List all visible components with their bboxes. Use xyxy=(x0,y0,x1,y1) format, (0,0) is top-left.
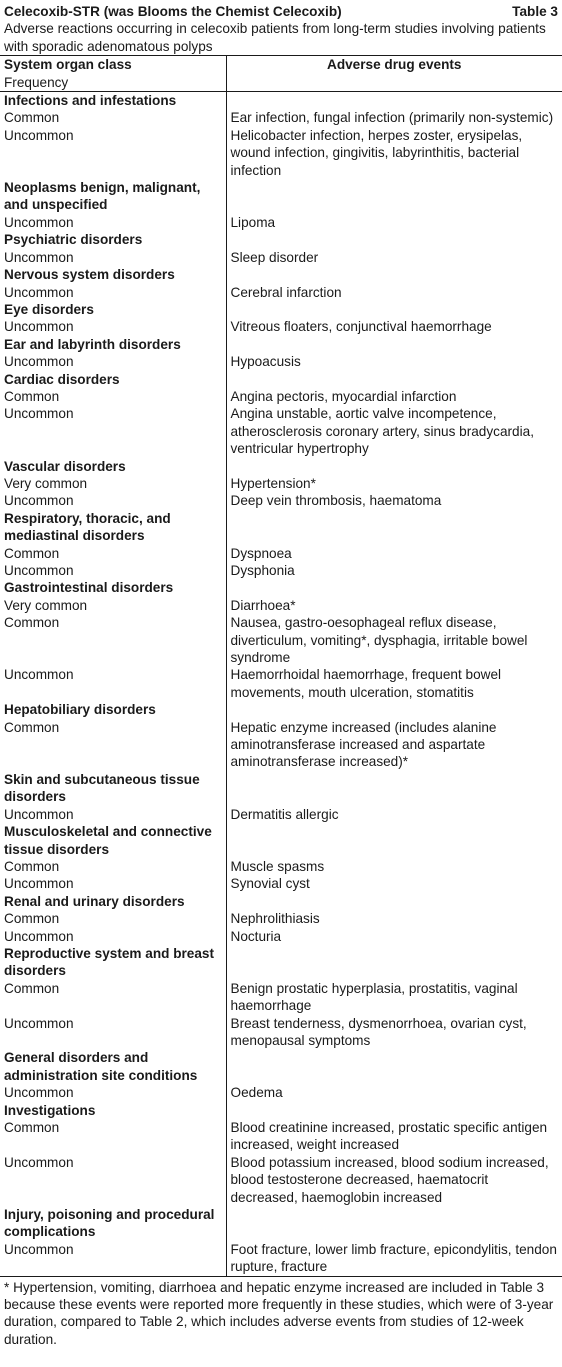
table-row xyxy=(0,545,562,562)
table-row xyxy=(0,910,562,927)
table-row xyxy=(0,109,562,126)
system-organ-class-cell: Psychiatric disorders xyxy=(0,231,226,248)
adverse-events-cell xyxy=(226,1102,562,1119)
table-row xyxy=(0,492,562,509)
adverse-events-cell: Oedema xyxy=(230,1085,283,1101)
frequency-cell: Common xyxy=(0,545,226,562)
adverse-events-cell: Nocturia xyxy=(230,928,282,944)
adverse-events-cell xyxy=(226,231,562,248)
adverse-events-cell: Hypoacusis xyxy=(230,354,301,370)
adverse-events-cell: Angina pectoris, myocardial infarction xyxy=(230,388,457,404)
adverse-events-cell: Benign prostatic hyperplasia, prostatitis, vaginal haemorrhage xyxy=(230,980,518,1014)
frequency-cell: Uncommon xyxy=(0,666,226,701)
adverse-events-cell: Lipoma xyxy=(230,214,276,230)
frequency-cell: Uncommon xyxy=(0,875,226,892)
frequency-cell: Uncommon xyxy=(0,249,226,266)
adverse-events-cell: Synovial cyst xyxy=(230,876,310,892)
adverse-events-cell xyxy=(226,266,562,283)
category-row xyxy=(0,579,562,596)
frequency-cell: Common xyxy=(0,1119,226,1154)
frequency-cell: Uncommon xyxy=(0,214,226,231)
table-header xyxy=(0,3,562,55)
adverse-events-cell: Nausea, gastro-oesophageal reflux disease, diverticulum, vomiting*, dysphagia, irritable bowel syndrome xyxy=(230,615,528,666)
adverse-events-cell xyxy=(226,1049,562,1084)
frequency-cell: Uncommon xyxy=(0,284,226,301)
adverse-events-cell: Angina unstable, aortic valve incompetence, atherosclerosis coronary artery, sinus bradycardia, ventricular hypertrophy xyxy=(230,406,534,457)
table-row xyxy=(0,388,562,405)
table-row xyxy=(0,666,562,701)
frequency-cell: Common xyxy=(0,614,226,666)
adverse-events-cell: Sleep disorder xyxy=(230,249,319,265)
adverse-events-cell: Ear infection, fungal infection (primarily non-systemic) xyxy=(230,110,554,126)
column-header-row xyxy=(0,56,562,92)
adverse-events-cell xyxy=(226,179,562,214)
category-row xyxy=(0,231,562,248)
category-row xyxy=(0,510,562,545)
title-row xyxy=(4,3,558,20)
frequency-cell: Very common xyxy=(0,597,226,614)
category-row xyxy=(0,1206,562,1241)
adverse-events-cell: Muscle spasms xyxy=(230,858,325,874)
frequency-cell: Uncommon xyxy=(0,318,226,335)
adverse-events-cell: Dyspnoea xyxy=(230,545,292,561)
adverse-events-cell: Nephrolithiasis xyxy=(230,911,320,927)
adverse-events-cell: Hypertension* xyxy=(230,475,316,491)
frequency-cell: Uncommon xyxy=(0,405,226,457)
category-row xyxy=(0,893,562,910)
column-header-sub: Frequency xyxy=(4,74,69,90)
frequency-cell: Common xyxy=(0,910,226,927)
table-row xyxy=(0,562,562,579)
column-header-system-organ-class xyxy=(0,56,226,92)
frequency-cell: Very common xyxy=(0,475,226,492)
frequency-cell: Common xyxy=(0,980,226,1015)
adverse-events-cell: Deep vein thrombosis, haematoma xyxy=(230,493,442,509)
adverse-events-cell xyxy=(226,92,562,110)
document-title: Celecoxib-STR (was Blooms the Chemist Celecoxib) xyxy=(4,4,342,19)
table-row xyxy=(0,980,562,1015)
frequency-cell: Uncommon xyxy=(0,1241,226,1276)
adverse-events-cell: Haemorrhoidal haemorrhage, frequent bowel movements, mouth ulceration, stomatitis xyxy=(230,667,502,700)
table-row xyxy=(0,1154,562,1206)
system-organ-class-cell: Vascular disorders xyxy=(0,458,226,475)
table-row xyxy=(0,875,562,892)
category-row xyxy=(0,945,562,980)
table-row xyxy=(0,1084,562,1101)
table-body xyxy=(0,92,562,1277)
system-organ-class-cell: Renal and urinary disorders xyxy=(0,893,226,910)
adverse-events-cell: Helicobacter infection, herpes zoster, erysipelas, wound infection, gingivitis, labyrinthitis, bacterial infection xyxy=(230,127,523,178)
system-organ-class-cell: Neoplasms benign, malignant, and unspecified xyxy=(0,179,226,214)
frequency-cell: Uncommon xyxy=(0,353,226,370)
table-row xyxy=(0,858,562,875)
table-row xyxy=(0,353,562,370)
category-row xyxy=(0,179,562,214)
system-organ-class-cell: Infections and infestations xyxy=(0,92,226,110)
adverse-events-cell xyxy=(226,510,562,545)
frequency-cell: Uncommon xyxy=(0,1015,226,1050)
frequency-cell: Uncommon xyxy=(0,1084,226,1101)
system-organ-class-cell: Musculoskeletal and connective tissue disorders xyxy=(0,823,226,858)
adverse-events-cell xyxy=(226,823,562,858)
table-row xyxy=(0,405,562,457)
system-organ-class-cell: Reproductive system and breast disorders xyxy=(0,945,226,980)
system-organ-class-cell: Nervous system disorders xyxy=(0,266,226,283)
adverse-events-cell xyxy=(226,701,562,718)
frequency-cell: Uncommon xyxy=(0,806,226,823)
category-row xyxy=(0,1049,562,1084)
category-row xyxy=(0,458,562,475)
table-row xyxy=(0,127,562,179)
frequency-cell: Common xyxy=(0,719,226,771)
system-organ-class-cell: General disorders and administration site conditions xyxy=(0,1049,226,1084)
adverse-events-table xyxy=(0,55,562,1276)
system-organ-class-cell: Investigations xyxy=(0,1102,226,1119)
adverse-events-cell xyxy=(226,1206,562,1241)
system-organ-class-cell: Injury, poisoning and procedural complications xyxy=(0,1206,226,1241)
adverse-events-cell xyxy=(226,771,562,806)
table-row xyxy=(0,1241,562,1276)
frequency-cell: Common xyxy=(0,858,226,875)
adverse-events-cell: Dermatitis allergic xyxy=(230,806,339,822)
adverse-events-cell: Breast tenderness, dysmenorrhoea, ovarian cyst, menopausal symptoms xyxy=(230,1015,527,1048)
frequency-cell: Uncommon xyxy=(0,1154,226,1206)
adverse-events-cell xyxy=(226,301,562,318)
frequency-cell: Uncommon xyxy=(0,492,226,509)
table-head xyxy=(0,56,562,92)
category-row xyxy=(0,1102,562,1119)
adverse-events-cell: Diarrhoea* xyxy=(230,597,296,613)
adverse-events-cell: Blood potassium increased, blood sodium increased, blood testosterone decreased, haematocrit decreased, haemoglobin increased xyxy=(230,1154,549,1205)
adverse-events-cell xyxy=(226,945,562,980)
table-subtitle: Adverse reactions occurring in celecoxib patients from long-term studies involving patients with sporadic adenomatous polyps xyxy=(4,21,546,54)
adverse-events-cell xyxy=(226,371,562,388)
table-row xyxy=(0,928,562,945)
adverse-events-cell: Blood creatinine increased, prostatic specific antigen increased, weight increased xyxy=(230,1120,548,1153)
adverse-events-cell: Dysphonia xyxy=(230,563,295,578)
table-row xyxy=(0,284,562,301)
system-organ-class-cell: Cardiac disorders xyxy=(0,371,226,388)
table-row xyxy=(0,719,562,771)
column-header-adverse-drug-events: Adverse drug events xyxy=(327,57,462,73)
frequency-cell: Uncommon xyxy=(0,928,226,945)
system-organ-class-cell: Respiratory, thoracic, and mediastinal disorders xyxy=(0,510,226,545)
table-row xyxy=(0,1119,562,1154)
system-organ-class-cell: Eye disorders xyxy=(0,301,226,318)
category-row xyxy=(0,701,562,718)
frequency-cell: Common xyxy=(0,388,226,405)
table-row xyxy=(0,214,562,231)
category-row xyxy=(0,301,562,318)
category-row xyxy=(0,823,562,858)
frequency-cell: Uncommon xyxy=(0,127,226,179)
column-header-main: System organ class xyxy=(4,57,132,73)
table-row xyxy=(0,597,562,614)
adverse-events-cell xyxy=(226,579,562,596)
adverse-events-cell: Vitreous floaters, conjunctival haemorrhage xyxy=(230,319,492,335)
system-organ-class-cell: Skin and subcutaneous tissue disorders xyxy=(0,771,226,806)
adverse-events-cell xyxy=(226,336,562,353)
category-row xyxy=(0,266,562,283)
table-row xyxy=(0,249,562,266)
table-row xyxy=(0,1015,562,1050)
table-row xyxy=(0,614,562,666)
system-organ-class-cell: Hepatobiliary disorders xyxy=(0,701,226,718)
category-row xyxy=(0,336,562,353)
adverse-events-cell: Hepatic enzyme increased (includes alanine aminotransferase increased and aspartate aminotransferase increased)* xyxy=(230,719,497,770)
category-row xyxy=(0,771,562,806)
table-label: Table 3 xyxy=(512,4,558,19)
adverse-events-cell: Cerebral infarction xyxy=(230,284,342,300)
table-row xyxy=(0,806,562,823)
table-row xyxy=(0,475,562,492)
adverse-events-cell xyxy=(226,893,562,910)
category-row xyxy=(0,92,562,110)
frequency-cell: Uncommon xyxy=(0,562,226,579)
footnote: * Hypertension, vomiting, diarrhoea and hepatic enzyme increased are included in Table 3 because these events were reported more frequently in these studies, which were of 3-year duration, compared to Table 2, which includes adverse events from studies of 12-week duration. xyxy=(4,1279,554,1347)
frequency-cell: Common xyxy=(0,109,226,126)
table-row xyxy=(0,318,562,335)
adverse-events-cell xyxy=(226,458,562,475)
category-row xyxy=(0,371,562,388)
adverse-events-cell: Foot fracture, lower limb fracture, epicondylitis, tendon rupture, fracture xyxy=(230,1241,557,1275)
system-organ-class-cell: Ear and labyrinth disorders xyxy=(0,336,226,353)
system-organ-class-cell: Gastrointestinal disorders xyxy=(0,579,226,596)
